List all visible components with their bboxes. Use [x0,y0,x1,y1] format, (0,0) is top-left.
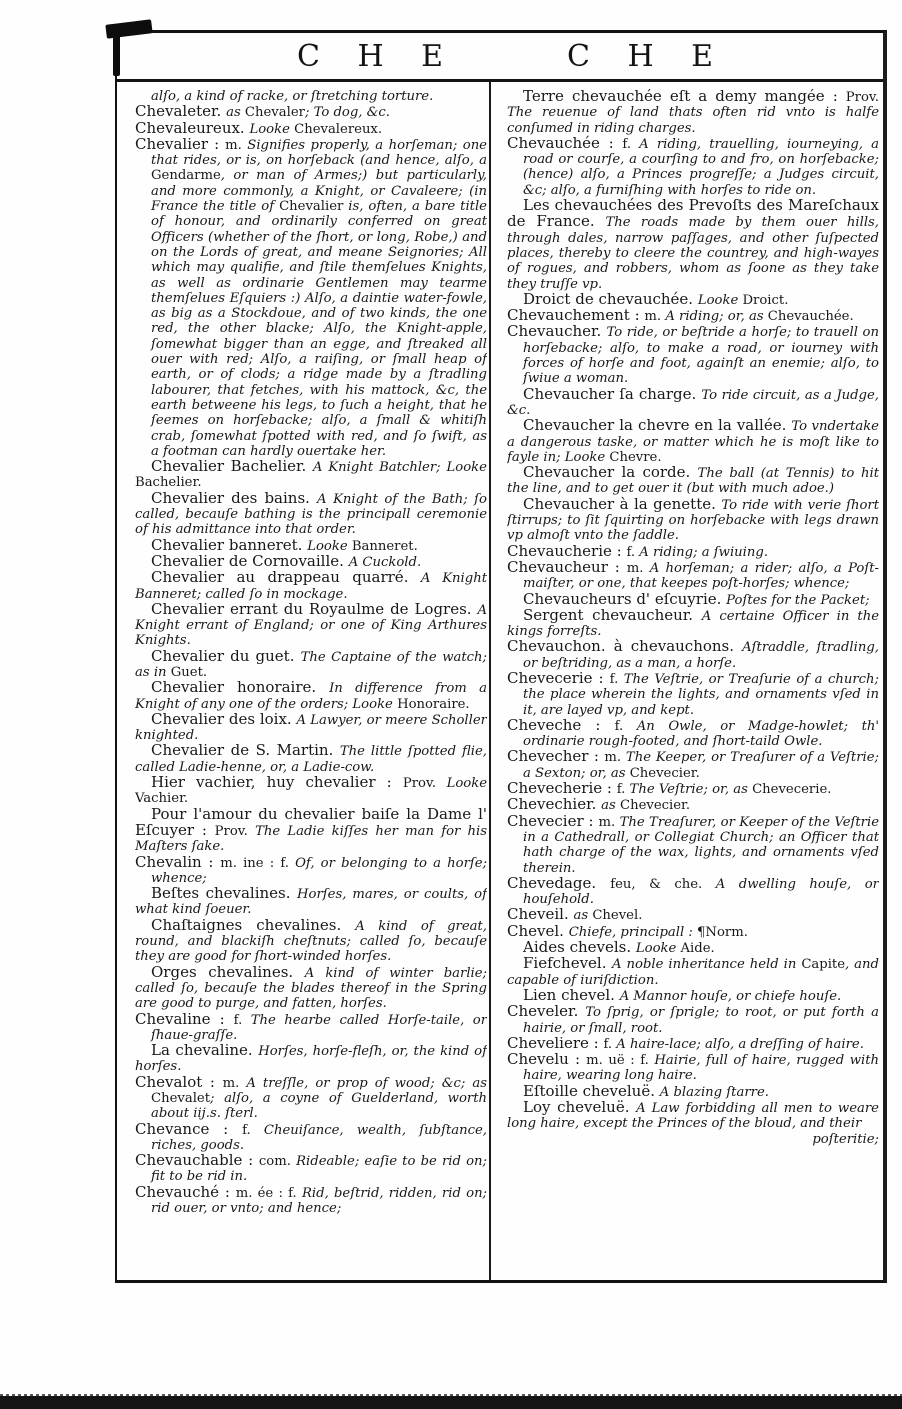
entry-text: Chevalet [151,1091,211,1106]
entry-text: Rideable; eaſie to be rid on; fit to be rid in. [151,1154,487,1185]
entry-headword: Les chevauchées des Prevoſts des Mareſchaux de France. [507,196,879,231]
dictionary-entry [507,1132,879,1147]
dictionary-entry [507,605,879,640]
entry-text: Horſes, mares, or coults, of what kind ſoeuer. [135,887,487,918]
dictionary-entry [135,680,487,712]
entry-text: Prov. [845,90,879,105]
entry-text: ; To dog, &c. [304,105,390,121]
entry-text: Of, or belonging to a horſe; whence; [151,855,487,886]
entry-text: Looke [446,776,487,792]
entry-headword: Chevaucheurs d' eſcuyrie. [523,589,727,608]
entry-headword: Chevalier banneret. [151,535,308,554]
entry-text: To ſprig, or ſprigle; to root, or put forth a hairie, or ſmall, root. [523,1005,879,1036]
entry-text: f. [626,544,640,560]
dictionary-entry [135,804,487,855]
entry-headword: Chevecherie : [507,779,617,798]
running-head-right: C H E [566,39,728,74]
entry-text: Bachelier. [135,475,202,491]
entry-text: A kind of great, round, and blackiſh cheſtnuts; called ſo, becauſe they are good for ſhort-winded horſes. [135,918,487,965]
entry-text: Banneret. [351,538,418,554]
dictionary-entry [135,134,487,459]
entry-headword: Chevaucher la corde. [523,463,698,482]
entry-text: as [226,105,245,121]
entry-text: Vachier. [135,791,189,807]
dictionary-entry [507,384,879,419]
entry-headword: Chevaucheur : [507,557,627,576]
entry-headword: Chevedage. [507,873,611,892]
entry-text: ; alſo, a coyne of Guelderland, worth about iij.s. ſterl. [151,1091,487,1122]
entry-headword: Chevaucher la chevre en la vallée. [523,416,792,435]
entry-text: Gendarme [151,168,221,184]
entry-headword: Chevaucher ſa charge. [523,384,702,403]
dictionary-entry [507,639,879,671]
dictionary-entry [507,557,879,592]
entry-headword: Fiefchevel. [523,954,613,973]
entry-headword: Lien chevel. [523,985,620,1004]
dictionary-entry [507,324,879,386]
entry-text: f. [614,718,637,734]
entry-headword: Cheveil. [507,905,574,924]
entry-text: , or man of Armes;) but particularly, and more commonly, a Knight, or Cavaleere; (in France the title of [151,168,487,215]
entry-headword: Cheveliere : [507,1033,604,1052]
entry-text: A certaine Officer in the kings forreſts. [507,608,879,640]
entry-headword: Chevalier Bachelier. [151,457,313,476]
entry-text: m. [644,309,666,325]
entry-text: The hearbe called Horſe-taile, or ſhaue-graſſe. [151,1012,487,1043]
entry-headword: Eſtoille cheveluë. [523,1081,660,1100]
dictionary-entry [135,488,487,538]
entry-text: m. ine : f. [220,855,296,871]
entry-text: m. ée : f. [235,1185,302,1201]
entry-text: as [601,798,620,814]
entry-text: Poſtes for the Packet; [726,592,870,608]
entry-text: f. [603,1036,617,1052]
dictionary-entry [507,494,879,544]
entry-headword: Beſtes chevalines. [151,884,298,903]
entry-text: Chevecier. [629,765,700,781]
entry-text: A riding; a ſwiuing. [639,544,769,560]
dictionary-entry [135,915,487,965]
entry-text: Looke [697,292,743,308]
entry-text: The Keeper, or Treaſurer of a Veſtrie; a Sexton; or, as [523,750,879,781]
column-right [507,89,879,1277]
entry-text: f. [242,1122,264,1138]
dictionary-entry [135,962,487,1012]
entry-headword: Pour l'amour du chevalier baiſe la Dame l' Eſcuyer : [135,804,487,839]
dictionary-entry [135,570,487,602]
scan-edge-artifact [0,1396,902,1409]
entry-headword: Chevecerie : [507,668,610,687]
dictionary-entry [135,743,487,775]
entry-headword: Chevalier des loix. [151,709,297,728]
entry-headword: Chevaucher. [507,322,607,341]
dictionary-entry [507,1004,879,1036]
entry-headword: Chevauchement : [507,306,645,325]
entry-text: m. [222,1075,247,1091]
entry-text: To ride, or beſtride a horſe; to trauell on horſebacke; alſo, to make a road, or iourney with forces of horſe and foot, againſt an enemie; alſo, to ſwiue a woman. [523,325,879,387]
entry-headword: Chaſtaignes chevalines. [151,915,356,934]
entry-text: The Ladie kiſſes her man for his Maſters ſake. [135,823,487,855]
entry-text: Aſtraddle, ſtradling, or beſtriding, as a man, a horſe. [523,640,879,671]
entry-text: f. [616,782,630,798]
entry-headword: Chevaucher à la genette. [523,494,722,513]
entry-text: An Owle, or Madge-howlet; th' ordinarie rough-footed, and ſhort-taild Owle. [523,718,879,750]
entry-text: A blazing ſtarre. [659,1084,769,1100]
entry-headword: Chevalier : [135,134,226,153]
entry-text: A riding, trauelling, iourneying, a road or courſe, a courſing to and fro, on horſebacke; (hence) alſo, a Princes progreſſe; a Judges circuit, &c; alſo, a furniſhing with horſes to ride on. [523,136,879,198]
entry-text: ¶Norm. [697,924,748,940]
entry-headword: Droict de chevauchée. [523,289,698,308]
entry-text: Guet. [170,664,208,680]
entry-headword: Chevalot : [135,1072,223,1091]
entry-headword: Chevauché : [135,1182,236,1201]
entry-headword: Chevechier. [507,795,602,814]
entry-text: m. [626,560,650,576]
dictionary-entry [135,886,487,918]
entry-headword: Terre chevauchée eſt a demy mangée : [523,89,846,105]
entry-text: A Knight Batchler; Looke [312,460,487,476]
scan-smudge-artifact [113,30,120,76]
entry-text: A kind of winter barlie; called ſo, becauſe the blades thereof in the Spring are good to purge, and fatten, horſes. [135,965,487,1012]
entry-text: f. [609,671,624,687]
entry-text: To ride circuit, as a Judge, &c. [507,387,879,418]
entry-headword: Chevalin : [135,852,221,871]
entry-headword: Loy cheveluë. [523,1098,637,1116]
entry-text: Prov. [214,823,256,839]
dictionary-entry [135,1043,487,1075]
entry-headword: Sergent chevaucheur. [523,605,702,624]
dictionary-entry [135,1119,487,1154]
entry-text: Signifies properly, a horſeman; one that rides, or is, on horſeback (and hence, alſo, a [151,137,487,169]
dictionary-entry [507,873,879,908]
dictionary-entry [507,668,879,718]
entry-text: The roads made by them ouer hills, through dales, narrow paſſages, and other ſuſpected places, thereby to cleere the countrey, and high-wayes of rogues, and robbers, whom as ſoone as they take they truſſe vp. [507,215,879,292]
entry-text: Droict. [742,292,789,308]
dictionary-entry [507,956,879,988]
entry-text: Cheuiſance, wealth, ſubſtance, riches, goods. [151,1122,487,1153]
entry-headword: Chevelu : [507,1050,587,1069]
dictionary-entry [507,133,879,198]
entry-headword: Chevalier errant du Royaulme de Logres. [151,599,478,618]
entry-headword: Chevaucherie : [507,541,627,560]
entry-text: Chevalereux. [294,121,383,137]
entry-headword: La chevaline. [151,1041,259,1060]
entry-text: To vndertake a dangerous taske, or matter which he is moſt like to fayle in; Looke [507,419,879,465]
entry-text: is, often, a bare title of honour, and ordinarily conferred on great Officers (whether of the ſhort, or long, Robe,) and on the Lords of great, and meane Seignories; All which may qualifie, and ſtile themſelues Knights, as well as ordinarie Gentlemen may tearme themſelues Eſquiers :) Alſo, a daintie water-fowle, as big as a Stockdoue, and of two kinds, the one red, the other blacke; Alſo, the Knight-apple, ſomewhat bigger than an egge, and ſtreaked all ouer with red; Alſo, a raiſing, or ſmall heap of earth, or of clods; a ridge made by a ſtradling labourer, that fetches, with his mattock, &c, the earth betweene his legs, to ſuch a height, that he ſeemes on horſebacke; alſo, a ſmall & whitiſh crab, ſomewhat ſpotted with red, and ſo ſwift, as a footman can hardly ouertake her. [151,199,487,459]
entry-text: A dwelling houſe, or houſehold. [523,876,879,908]
entry-text: The Veſtrie, or Treaſurie of a church; the place wherein the lights, and ornaments vſed in it, are layed vp, and kept. [523,671,879,718]
entry-text: In difference from a Knight of any one of the orders; Looke [135,681,487,712]
entry-text: The Treaſurer, or Keeper of the Veſtrie in a Cathedrall, or Collegiat Church; an Officer that hath charge of the wax, lights, and ornaments vſed therein. [523,814,879,876]
entry-headword: Chevel. [507,921,569,940]
dictionary-entry [135,1153,487,1185]
entry-headword: Chevaleter. [135,102,227,121]
column-left [135,89,487,1277]
entry-text: , and capable of iuriſdiction. [507,957,879,988]
entry-text: A haire-lace; alſo, a dreſſing of haire. [616,1036,864,1052]
entry-headword: Chevalier des bains. [151,488,318,507]
entry-headword: Chevalier de S. Martin. [151,741,340,760]
entry-text: m. [598,814,620,830]
column-divider-rule [489,82,491,1280]
dictionary-entry [507,749,879,781]
entry-headword: Hier vachier, huy chevalier : [151,773,403,792]
dictionary-entry [507,811,879,876]
entry-headword: Chevalier honoraire. [151,678,330,697]
entry-text: Honoraire. [397,696,470,712]
entry-text: The little ſpotted flie, called Ladie-henne, or, a Ladie-cow. [135,744,487,775]
entry-headword: Cheveler. [507,1002,586,1021]
entry-text: Looke [307,538,352,554]
entry-text: A noble inheritance held in [612,957,802,973]
dictionary-entry [507,1100,879,1132]
entry-headword: Chevecier : [507,811,599,830]
entry-text: Chevel. [592,908,643,924]
entry-text: A riding; or, as [665,309,768,325]
entry-text: f. [233,1012,251,1028]
text-block-frame [115,30,887,1283]
entry-text: feu, & che. [610,876,716,892]
entry-headword: Chevecher : [507,747,605,766]
dictionary-entry [135,709,487,744]
dictionary-entry [135,775,487,807]
entry-text: Rid, beſtrid, ridden, rid on; rid ouer, or vnto; and hence; [151,1185,487,1217]
entry-text: m. [225,137,248,153]
entry-text: A Law forbidding all men to weare long haire, except the Princes of the bloud, and their [507,1101,879,1132]
entry-text: The reuenue of land thats often rid vnto is halfe conſumed in riding charges. [507,105,879,136]
entry-text: as [573,908,593,924]
entry-text: Chevre. [609,449,662,465]
header-rule [117,79,883,82]
entry-text: Chiefe, principall : [568,924,698,940]
dictionary-entry [507,418,879,465]
entry-text: The ball (at Tennis) to hit the line, and to get ouer it (but with much adoe.) [507,466,879,497]
entry-headword: Chevalier au drappeau quarré. [151,568,421,587]
entry-text: A Cuckold. [348,554,422,570]
entry-text: poſteritie; [812,1131,879,1147]
dictionary-entry [507,89,879,136]
dictionary-entry [135,1072,487,1122]
entry-text: m. uë : f. [586,1053,655,1069]
dictionary-entry [507,1052,879,1084]
dictionary-entry [135,1009,487,1044]
entry-text: A Mannor houſe, or chiefe houſe. [619,988,842,1004]
entry-headword: Chevaleureux. [135,118,250,137]
entry-text: A Lawyer, or meere Scholler knighted. [135,712,487,744]
dictionary-entry [135,852,487,887]
entry-headword: Chevauchon. à chevauchons. [507,637,743,656]
entry-text: Chevecier. [620,798,691,814]
entry-text: com. [258,1154,297,1170]
entry-text: A Knight of the Bath; ſo called, becauſe bathing is the principall ceremonie of his admittance into that order. [135,491,487,538]
dictionary-entry [507,465,879,497]
entry-text: alſo, a kind of racke, or ſtretching torture. [151,89,434,104]
entry-text: A treſſle, or prop of wood; &c; as [246,1075,487,1091]
entry-text: Hairie, full of haire, rugged with haire, wearing long haire. [523,1053,879,1084]
dictionary-entry [507,715,879,750]
entry-headword: Chevauchée : [507,133,623,152]
dictionary-entry [507,198,879,292]
entry-headword: Chevalier du guet. [151,646,301,665]
entry-headword: Aides chevels. [523,938,636,957]
entry-headword: Orges chevalines. [151,962,305,981]
dictionary-entry [135,646,487,681]
entry-text: The Veſtrie; or, as [629,782,753,798]
entry-text: m. [604,750,626,766]
entry-headword: Chevaline : [135,1009,234,1028]
entry-text: Horſes, horſe-fleſh, or, the kind of horſes. [135,1044,487,1075]
entry-text: Chevecerie. [752,782,832,798]
entry-headword: Chevance : [135,1119,243,1138]
dictionary-entry [135,1182,487,1217]
entry-text: The Captaine of the watch; as in [135,649,487,680]
entry-text: Chevaler [244,105,305,121]
entry-text: f. [622,136,640,152]
entry-text: To ride with verie ſhort ſtirrups; to ſit ſquirting on horſebacke with legs drawn vp almoſt vnto the ſaddle. [507,497,879,544]
entry-text: A horſeman; a rider; alſo, a Poſt-maiſter, or one, that keepes poſt-horſes; whence; [523,560,879,592]
entry-text: Capite [801,957,846,973]
entry-headword: Chevauchable : [135,1151,259,1170]
entry-headword: Cheveche : [507,715,615,734]
entry-text: Chevalier [279,199,344,215]
entry-headword: Chevalier de Cornovaille. [151,551,349,570]
entry-text: Looke [249,121,295,137]
entry-text: Looke [635,941,681,957]
running-head-left: C H E [296,39,458,74]
entry-text: A Knight errant of England; or one of King Arthures Knights. [135,602,487,649]
dictionary-entry [135,599,487,649]
entry-text: Prov. [402,776,447,792]
entry-text: A Knight Banneret; called ſo in mockage. [135,571,487,602]
entry-text: Aide. [680,941,715,957]
dictionary-entry [135,459,487,491]
entry-text: Chevauchée. [767,309,854,325]
